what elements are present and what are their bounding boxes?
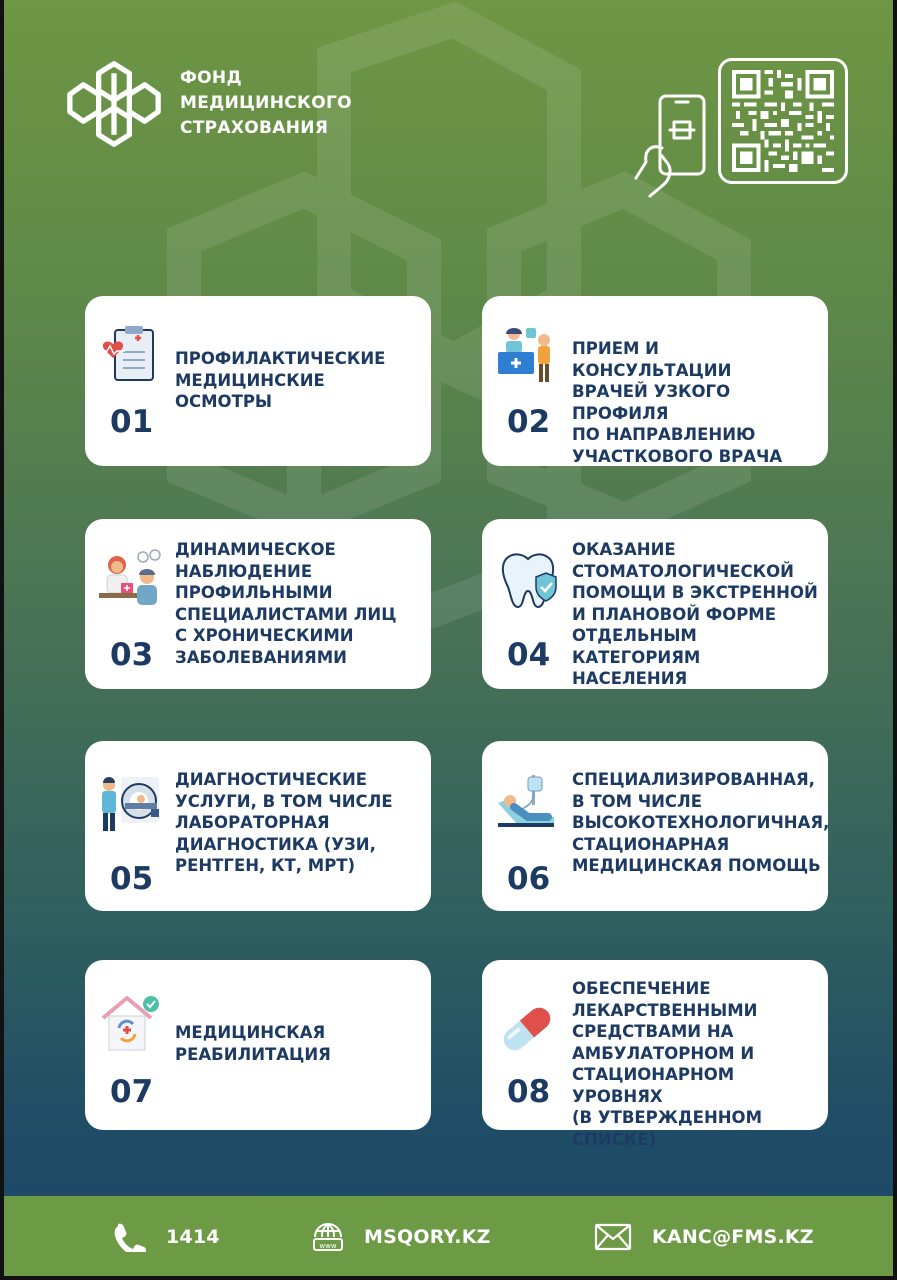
card-text-line: ОСМОТРЫ xyxy=(175,392,273,411)
org-name xyxy=(180,66,352,141)
card-text-line: С ХРОНИЧЕСКИМИ xyxy=(175,626,354,645)
footer xyxy=(4,1196,893,1276)
card-number: 02 xyxy=(507,404,551,440)
qr-code[interactable] xyxy=(718,58,848,184)
card-text-line: ОБЕСПЕЧЕНИЕ xyxy=(572,979,711,998)
rehab-house-icon xyxy=(99,994,161,1056)
card-text-line: ЛАБОРАТОРНАЯ xyxy=(175,813,330,832)
phone-icon xyxy=(112,1222,146,1252)
card-number: 05 xyxy=(110,861,154,897)
service-card-08 xyxy=(482,960,828,1149)
card-text-line: СТАЦИОНАРНАЯ xyxy=(572,834,730,854)
card-text-line: РЕНТГЕН, КТ, МРТ) xyxy=(175,856,356,875)
org-name-line: СТРАХОВАНИЯ xyxy=(180,118,329,138)
service-card-04 xyxy=(482,519,828,689)
card-text-line: СПЕЦИАЛИСТАМИ ЛИЦ xyxy=(175,604,397,624)
card-number: 03 xyxy=(110,637,154,673)
card-text-line: ДИАГНОСТИЧЕСКИЕ xyxy=(175,770,368,789)
service-card-02 xyxy=(482,296,828,466)
doctor-reception-icon xyxy=(496,324,558,386)
card-number: 01 xyxy=(110,404,154,440)
service-card-03 xyxy=(85,519,431,689)
footer-email[interactable] xyxy=(594,1222,814,1252)
org-name-line: ФОНД xyxy=(180,68,242,88)
pill-capsule-icon xyxy=(496,998,558,1060)
card-text xyxy=(175,348,427,413)
card-number: 04 xyxy=(507,637,551,673)
card-text xyxy=(572,769,830,877)
card-number: 06 xyxy=(507,861,551,897)
card-text-line: АМБУЛАТОРНОМ И xyxy=(572,1043,755,1063)
service-card-01 xyxy=(85,296,431,466)
card-text-line: ОКАЗАНИЕ xyxy=(572,540,676,559)
card-text-line: ОТДЕЛЬНЫМ КАТЕГОРИЯМ xyxy=(572,626,701,667)
card-text-line: НАБЛЮДЕНИЕ xyxy=(175,561,313,581)
card-text-line: СТОМАТОЛОГИЧЕСКОЙ xyxy=(572,561,794,581)
card-text-line: МЕДИЦИНСКИЕ xyxy=(175,370,325,390)
card-text-line: РЕАБИЛИТАЦИЯ xyxy=(175,1044,331,1064)
website-link: MSQORY.KZ xyxy=(364,1226,491,1248)
card-number: 08 xyxy=(507,1074,551,1110)
mri-scanner-icon xyxy=(99,773,161,835)
card-text-line: (В УТВЕРЖДЕННОМ СПИСКЕ) xyxy=(572,1108,763,1149)
checkup-clipboard-icon xyxy=(99,322,161,384)
svg-text:www: www xyxy=(319,1242,337,1250)
email-address: KANC@FMS.KZ xyxy=(652,1226,814,1248)
footer-website[interactable] xyxy=(312,1222,491,1252)
card-text-line: ПОМОЩИ В ЭКСТРЕННОЙ xyxy=(572,583,818,602)
card-text xyxy=(572,978,824,1150)
card-text-line: ЛЕКАРСТВЕННЫМИ xyxy=(572,1000,758,1020)
card-text-line: ДИАГНОСТИКА (УЗИ, xyxy=(175,834,376,854)
card-text-line: СРЕДСТВАМИ НА xyxy=(572,1022,734,1041)
card-text-line: УЧАСТКОВОГО ВРАЧА xyxy=(572,446,783,466)
footer-phone[interactable] xyxy=(112,1222,220,1252)
card-text xyxy=(572,539,824,690)
card-text-line: НАСЕЛЕНИЯ xyxy=(572,669,688,688)
qr-code-icon xyxy=(730,70,836,172)
fms-logo-icon xyxy=(66,56,162,152)
service-card-07 xyxy=(85,960,431,1130)
service-card-05 xyxy=(85,741,431,911)
card-number: 07 xyxy=(110,1074,154,1110)
card-text-line: МЕДИЦИНСКАЯ ПОМОЩЬ xyxy=(572,856,821,875)
card-text-line: МЕДИЦИНСКАЯ xyxy=(175,1023,326,1042)
card-text xyxy=(175,769,427,877)
card-text xyxy=(175,1022,427,1065)
card-text-line: В ТОМ ЧИСЛЕ xyxy=(572,791,702,811)
hospital-bed-icon xyxy=(496,773,558,835)
card-text-line: ДИНАМИЧЕСКОЕ xyxy=(175,540,336,559)
card-text xyxy=(572,338,824,467)
tooth-shield-icon xyxy=(496,549,558,611)
card-text-line: И ПЛАНОВОЙ ФОРМЕ xyxy=(572,604,777,624)
globe-icon xyxy=(312,1221,344,1253)
doctor-patient-icon xyxy=(99,549,161,611)
card-text-line: ВЫСОКОТЕХНОЛОГИЧНАЯ, xyxy=(572,813,830,832)
org-name-line: МЕДИЦИНСКОГО xyxy=(180,93,352,113)
poster xyxy=(4,0,893,1276)
card-text-line: ПРИЕМ И КОНСУЛЬТАЦИИ xyxy=(572,339,732,380)
phone-number: 1414 xyxy=(166,1226,220,1248)
card-text-line: УСЛУГИ, В ТОМ ЧИСЛЕ xyxy=(175,791,393,811)
card-text-line: ПРОФИЛАКТИЧЕСКИЕ xyxy=(175,349,386,368)
card-text xyxy=(175,539,427,668)
card-text-line: ВРАЧЕЙ УЗКОГО ПРОФИЛЯ xyxy=(572,382,731,423)
card-text-line: ЗАБОЛЕВАНИЯМИ xyxy=(175,647,347,667)
service-card-06 xyxy=(482,741,828,911)
envelope-icon xyxy=(594,1223,632,1251)
card-text-line: СТАЦИОНАРНОМ УРОВНЯХ xyxy=(572,1065,735,1106)
card-text-line: СПЕЦИАЛИЗИРОВАННАЯ, xyxy=(572,770,815,789)
card-text-line: ПРОФИЛЬНЫМИ xyxy=(175,583,333,602)
card-text-line: ПО НАПРАВЛЕНИЮ xyxy=(572,425,756,444)
phone-scan-icon xyxy=(632,92,708,200)
